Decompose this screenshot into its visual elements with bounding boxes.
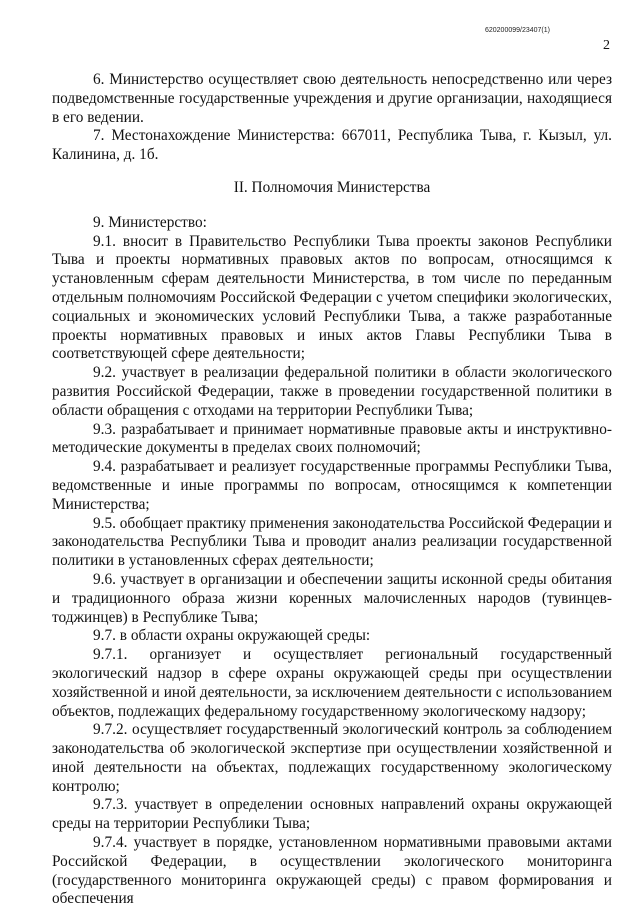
document-code: 620200099/23407(1) <box>484 27 550 34</box>
document-body <box>52 71 612 909</box>
paragraph-9-7-3: 9.7.3. участвует в определении основных направлений охраны окружающей среды на территории Республики Тыва; <box>52 796 612 833</box>
paragraph-6: 6. Министерство осуществляет свою деятельность непосредственно или через подведомственные государственные учреждения и другие организации, находящиеся в его ведении. <box>52 71 612 126</box>
paragraph-9-7-1: 9.7.1. организует и осуществляет региональный государственный экологический надзор в сфере охраны окружающей среды при осуществлении хозяйственной и иной деятельности, за исключением деятельности с использованием объектов, подлежащих федеральному государственному экологическому надзору; <box>52 646 612 720</box>
paragraph-9-4: 9.4. разрабатывает и реализует государственные программы Республики Тыва, ведомственные и иные программы по вопросам, относящимся к компетенции Министерства; <box>52 458 612 513</box>
paragraph-9-3: 9.3. разрабатывает и принимает нормативные правовые акты и инструктивно-методические документы в пределах своих полномочий; <box>52 420 612 457</box>
paragraph-9-7: 9.7. в области охраны окружающей среды: <box>93 627 371 645</box>
paragraph-9-2: 9.2. участвует в реализации федеральной политики в области экологического развития Российской Федерации, также в проведении государственной политики в области обращения с отходами на территории Республики Тыва; <box>52 364 612 419</box>
paragraph-9-1: 9.1. вносит в Правительство Республики Тыва проекты законов Республики Тыва и проекты нормативных правовых актов по вопросам, относящимся к установленным сферам деятельности Министерства, в том числе по переданным отдельным полномочиям Российской Федерации с учетом специфики экологических, социальных и экономических условий Республики Тыва, а также разработанные проекты нормативных правовых и иных актов Главы Республики Тыва в соответствующей сфере деятельности; <box>52 232 612 363</box>
paragraph-9-6: 9.6. участвует в организации и обеспечении защиты исконной среды обитания и традиционного образа жизни коренных малочисленных народов (тувинцев-тоджинцев) в Республике Тыва; <box>52 570 612 626</box>
paragraph-9: 9. Министерство: <box>93 213 207 231</box>
section-title: II. Полномочия Министерства <box>233 178 431 196</box>
paragraph-7: 7. Местонахождение Министерства: 667011, Республика Тыва, г. Кызыл, ул. Калинина, д. 1б. <box>52 127 612 164</box>
paragraph-9-7-2: 9.7.2. осуществляет государственный экологический контроль за соблюдением законодательства об экологической экспертизе при осуществлении хозяйственной и иной деятельности на объектах, подлежащих государственному экологическому контролю; <box>52 721 612 795</box>
page-number: 2 <box>603 38 610 53</box>
paragraph-9-7-4: 9.7.4. участвует в порядке, установленном нормативными правовыми актами Российской Федерации, в осуществлении экологического мониторинга (государственного мониторинга окружающей среды) с правом формирования и обеспечения <box>52 834 612 908</box>
paragraph-9-5: 9.5. обобщает практику применения законодательства Российской Федерации и законодательства Республики Тыва и проводит анализ реализации государственной политики в установленных сферах деятельности; <box>52 514 612 570</box>
